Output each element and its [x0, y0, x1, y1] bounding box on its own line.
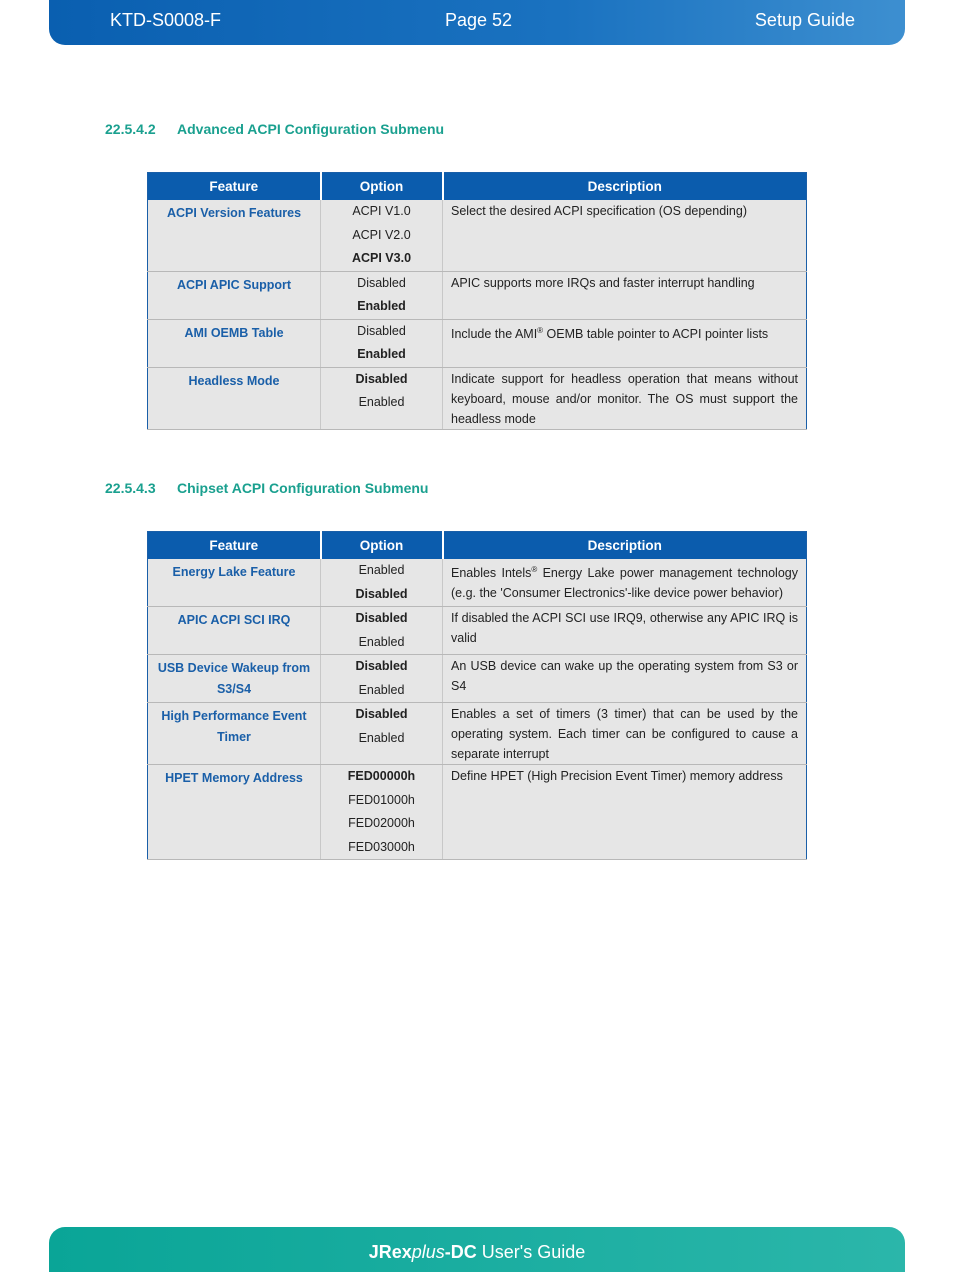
advanced-acpi-table: [147, 172, 807, 430]
feature-cell: [148, 655, 321, 703]
option-value: Enabled: [358, 395, 405, 409]
feature-cell: [148, 559, 321, 607]
section-title: Advanced ACPI Configuration Submenu: [177, 121, 445, 137]
description-text: APIC supports more IRQs and faster interrupt handling: [451, 275, 755, 290]
feature-label: Energy Lake Feature: [172, 565, 296, 579]
section-number: 22.5.4.2: [105, 121, 156, 137]
option-cell: [321, 200, 443, 271]
table-row: [148, 655, 807, 703]
feature-label: USB Device Wakeup from S3/S4: [157, 661, 311, 696]
table-header-row: [148, 532, 807, 560]
table-row: [148, 765, 807, 860]
feature-cell: [148, 703, 321, 765]
description-fragment: Energy Lake power management technology (e.g. the 'Consumer Electronics'-like device power behavior): [451, 566, 798, 601]
option-value-default: ACPI V3.0: [351, 251, 412, 265]
description-text: If disabled the ACPI SCI use IRQ9, otherwise any APIC IRQ is valid: [451, 611, 798, 645]
feature-cell: [148, 319, 321, 367]
page-number: Page 52: [445, 10, 513, 30]
section-heading-2: [105, 480, 428, 496]
option-cell: [321, 319, 443, 367]
option-value-default: Disabled: [355, 659, 408, 673]
feature-column-header: Feature: [148, 173, 321, 201]
option-value: ACPI V2.0: [352, 227, 411, 242]
description-cell: [443, 765, 807, 860]
table-row: [148, 703, 807, 765]
option-cell: [321, 607, 443, 655]
option-cell: [321, 765, 443, 860]
description-cell: [443, 703, 807, 765]
table-row: [148, 559, 807, 607]
table-row: [148, 271, 807, 319]
option-value: Enabled: [358, 634, 405, 649]
feature-cell: [148, 367, 321, 429]
description-cell: [443, 559, 807, 607]
option-value: Enabled: [358, 730, 405, 745]
description-column-header: Description: [443, 532, 807, 560]
chipset-acpi-table: [147, 531, 807, 860]
section-title: Chipset ACPI Configuration Submenu: [177, 480, 429, 496]
option-value-default: Disabled: [355, 371, 408, 386]
feature-label: AMI OEMB Table: [184, 325, 284, 340]
description-fragment: Enables Intels: [451, 566, 532, 581]
feature-cell: [148, 271, 321, 319]
description-text: [451, 320, 798, 344]
feature-label: HPET Memory Address: [165, 771, 303, 785]
option-value: ACPI V1.0: [352, 204, 411, 218]
option-cell: [321, 271, 443, 319]
description-cell: [443, 319, 807, 367]
option-value-default: Disabled: [355, 611, 408, 625]
option-cell: [321, 559, 443, 607]
page-footer: [49, 1227, 905, 1272]
page-header: [49, 0, 905, 45]
table-header-row: [148, 173, 807, 201]
option-cell: [321, 367, 443, 429]
feature-cell: [148, 765, 321, 860]
option-cell: [321, 655, 443, 703]
option-cell: [321, 703, 443, 765]
section-heading-1: [105, 121, 444, 137]
feature-label: High Performance Event Timer: [161, 709, 307, 744]
option-value-default: FED00000h: [347, 769, 416, 783]
section-number: 22.5.4.3: [105, 480, 156, 496]
description-text: Define HPET (High Precision Event Timer) memory address: [451, 769, 783, 783]
table-row: [148, 200, 807, 271]
description-text: Select the desired ACPI specification (OS depending): [451, 204, 748, 218]
description-fragment: Include the AMI: [451, 326, 538, 341]
description-text: Enables a set of timers (3 timer) that can be used by the operating system. Each timer can be configured to cause a separate interrupt: [451, 707, 798, 761]
section-name: Setup Guide: [754, 10, 855, 30]
footer-brand-suffix: -DC: [444, 1242, 477, 1262]
document-id: KTD-S0008-F: [110, 10, 222, 30]
feature-label: ACPI Version Features: [166, 206, 302, 220]
table-row: [148, 607, 807, 655]
registered-mark: ®: [531, 565, 538, 574]
option-value-default: Disabled: [355, 707, 408, 721]
option-value-default: Enabled: [357, 347, 406, 361]
feature-cell: [148, 200, 321, 271]
option-value: Disabled: [357, 275, 406, 290]
feature-cell: [148, 607, 321, 655]
description-cell: [443, 271, 807, 319]
footer-brand: JRex: [368, 1242, 412, 1262]
description-cell: [443, 655, 807, 703]
feature-label: APIC ACPI SCI IRQ: [177, 613, 291, 627]
description-text: [451, 559, 798, 603]
table-row: [148, 367, 807, 429]
feature-column-header: Feature: [148, 532, 321, 560]
option-column-header: Option: [321, 532, 443, 560]
option-value: Disabled: [357, 323, 406, 338]
description-cell: [443, 367, 807, 429]
table-row: [148, 319, 807, 367]
option-value: Enabled: [358, 682, 405, 697]
footer-brand-italic: plus: [411, 1242, 445, 1262]
option-value: FED01000h: [348, 792, 415, 807]
description-text: An USB device can wake up the operating system from S3 or S4: [451, 659, 798, 693]
option-value: FED03000h: [348, 839, 415, 854]
description-cell: [443, 200, 807, 271]
registered-mark: ®: [537, 325, 544, 335]
description-fragment: OEMB table pointer to ACPI pointer lists: [543, 326, 769, 341]
option-value: FED02000h: [348, 816, 415, 830]
description-cell: [443, 607, 807, 655]
feature-label: Headless Mode: [188, 373, 280, 388]
description-column-header: Description: [443, 173, 807, 201]
option-column-header: Option: [321, 173, 443, 201]
description-text: Indicate support for headless operation that means without keyboard, mouse and/or monitor. The OS must support the headless mode: [451, 371, 798, 426]
option-value-default: Disabled: [355, 586, 408, 601]
option-value: Enabled: [358, 563, 405, 577]
option-value-default: Enabled: [357, 299, 406, 313]
feature-label: ACPI APIC Support: [176, 277, 292, 292]
footer-guide-label: User's Guide: [476, 1242, 586, 1262]
